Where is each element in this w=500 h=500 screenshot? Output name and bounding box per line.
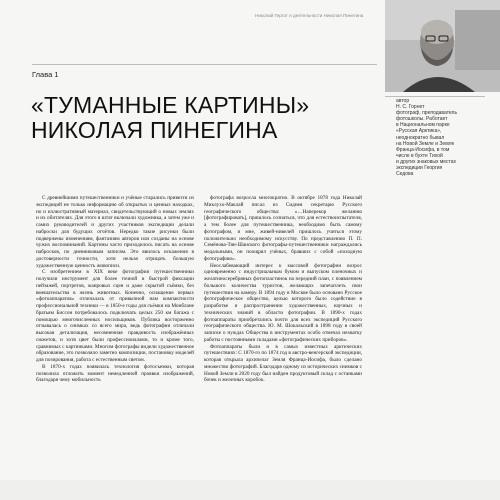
top-divider	[32, 64, 377, 65]
caption-line: неоднократно бывал	[396, 134, 445, 141]
author-portrait-image	[385, 0, 500, 92]
author-photo	[385, 0, 500, 92]
title-line-2: НИКОЛАЯ ПИНЕГИНА	[31, 117, 278, 143]
body-paragraph: Фотоаппараты были и в самых известных арктических путешествиях: С 1870-го по 1874 год в австро-венгерской экспедиции, которая открыла архипелаг Земля Франца-Иосифа, было сделано множество фотографий. Благодаря одному из исторических снимков с Новой Земли в 2020 году был найден продуктовый склад с останками бочек и железных коробок.	[204, 343, 362, 384]
author-caption	[396, 98, 476, 177]
article-title	[31, 93, 376, 143]
caption-line: в Национальном парке	[396, 122, 450, 129]
caption-line: и других знаковых местах	[396, 158, 457, 165]
body-paragraph: С древнейшими путешественники и учёные старались привезти из экспедиций не только информацию об открытых и ценных находках, но и иллюстративный материал, свидетельствующий о новых землях и их обитателях. Для этого в штат включали художника, а затем уже и самих руководителей и других участников экспедиции делали наброски для будущих отчётов. Нередко такие рисунки были подвержены изменениям, фантазиям авторов или созданы на основе чужих воспоминаний. Картины часто приходилось писать на основе набросков, по дневниковым записям. Это явилось искажения в достоверности точности, хотя нельзя отрицать большую художественную ценность живописи.	[36, 195, 194, 269]
caption-line: на Новой Земле и Земле	[396, 140, 455, 147]
chapter-label: Глава 1	[32, 70, 59, 79]
caption-line: фотограф, преподаватель	[396, 110, 458, 117]
caption-line: Франца-Иосифа, в том	[396, 146, 450, 153]
caption-line: фотошколы. Работает	[396, 116, 448, 123]
caption-line: числе в бухте Тихой	[396, 152, 443, 159]
caption-line: автор	[396, 98, 410, 104]
page-bottom-margin	[0, 480, 500, 500]
running-head: Николай Гергот и деятельности Николая Пинегина	[255, 13, 364, 18]
title-line-1: «ТУМАННЫЕ КАРТИНЫ»	[31, 92, 310, 118]
caption-divider	[385, 96, 485, 97]
body-paragraph: С изобретением в XIX веке фотографии путешественники получили инструмент для более точной и быстрой фиксации пейзажей, портретов, жанровых сцен и даже скрытой съёмки, без вмешательства в жизнь животных. Конечно, оснащение первых «фотоаппаратов» отличалась от привычной нам компактности профессиональной техники — в 1850-е годы для съёмки на Монблане братьям Биссон потребовалось подключать целых 250 км багажа с помощью многочисленных носильщиков. Публика восторженно отзывалась о снимках со всего мира, ведь фотографии отличали высокая детализация, несомненная правдивость изображённых сюжетов, и хотя цвет были профессионалами, то и кроме того, сравнимых с картинками. Многим фотографы видели художественное образование, это позволяло заметно композиции, постановку моделей для позирования, работа с естественным светом.	[36, 269, 194, 363]
body-paragraph: фотографа возросла многократно. В октябре 1878 года Николай Миклухо-Маклай писал из Сиднея секретарю Русского географического общества: «…Наперекор желанию [фотографировать], пришлось сознаться, что для естествоиспытателя, а тем более для путешественника, необходимо быть самому фотографом, и мне, живей-нивелей пришлось учиться этому положительно необходимому искусству. По представлению П. П. Семёнова-Тян-Шанского фотографы-путешественники награждались медальными, он поощрял учёных, бравших с собой «походную фотографию».	[204, 195, 362, 262]
body-paragraph: В 1870-х годах появилась технология фотосъемки, которая позволила отложить момент немедленной проявки изображений, благодаря чему мобильность	[36, 363, 194, 384]
caption-line: Н. С. Горнет	[396, 104, 425, 111]
body-column-right	[204, 195, 362, 384]
caption-line: Седова	[396, 171, 414, 178]
caption-line: экспедиции Георгия	[396, 165, 443, 172]
caption-line: «Русская Арктика»,	[396, 128, 442, 135]
body-paragraph: Неослабевающий интерес к массовой фотографии возрос одновременно с индустриальным бумом и выпуском пленочных и желатиносеребряных фотопластинок на передний план, с появлением большого количества туристов, желающих запечатлеть свои путешествия на камеру. В 1894 году в Москве было основано Русское фотографическое общество, целью которого было содействие в разработке и распространении художественных, научных и технических знаний в области фотографии. В 1890-х годах фотоаппараты приобретались почти для всех экспедиций Русского географического общества. Ю. М. Шокальский в 1898 году в своей записке о нуждах Общества в инструментах особо отмечал нехватку работы с постоянными складами «фотографических приборов».	[204, 262, 362, 343]
body-column-left	[36, 195, 194, 384]
